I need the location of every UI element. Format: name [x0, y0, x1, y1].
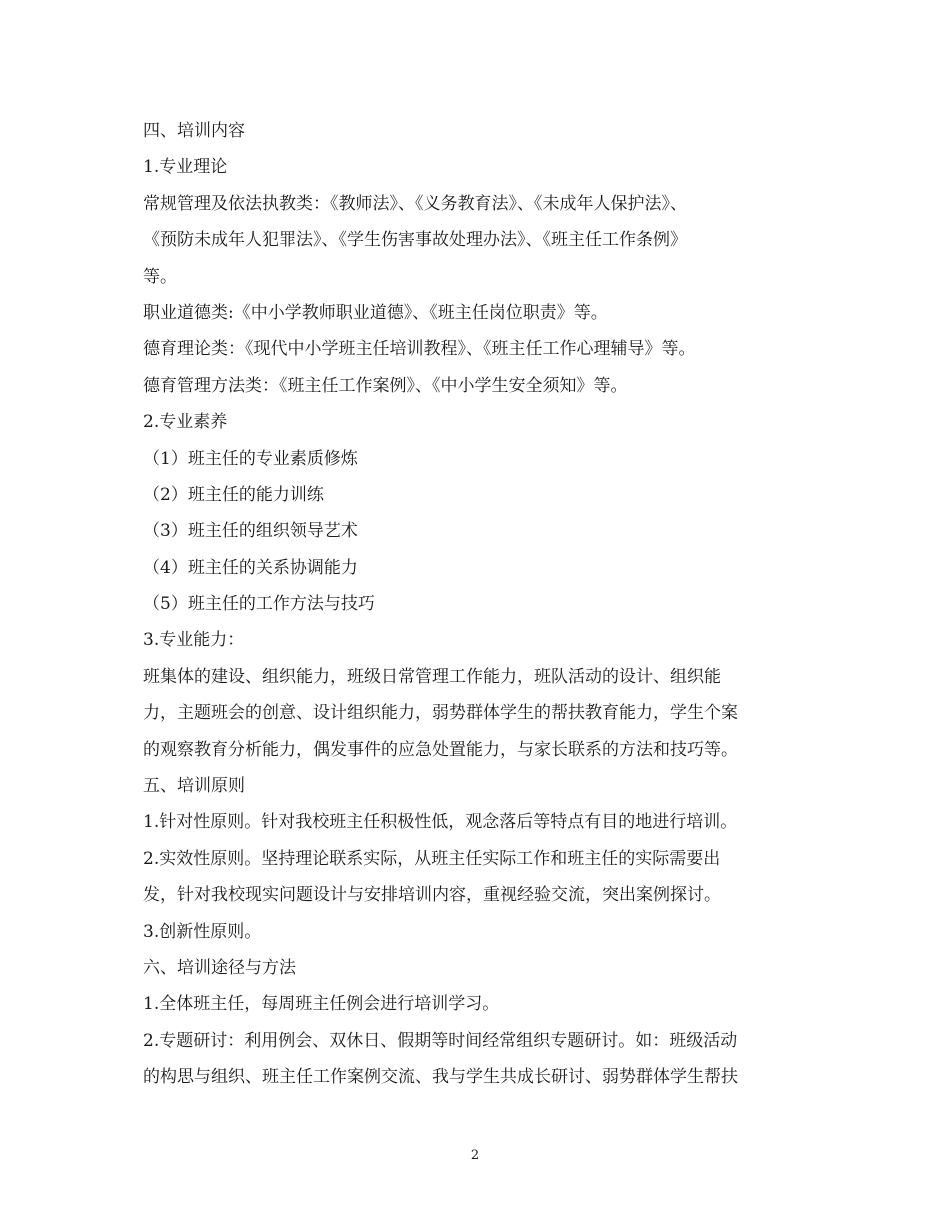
paragraph-line: 德育理论类：《现代中小学班主任培训教程》、《班主任工作心理辅导》等。	[143, 339, 696, 360]
paragraph-line: 职业道德类:《中小学教师职业道德》、《班主任岗位职责》等。	[143, 302, 608, 323]
section-heading-training-principles: 五、培训原则	[143, 776, 245, 797]
paragraph-line: 发，针对我校现实问题设计与安排培训内容，重视经验交流，突出案例探讨。	[143, 885, 721, 906]
paragraph-line: 1.全体班主任，每周班主任例会进行培训学习。	[143, 994, 500, 1015]
paragraph-line: 的构思与组织、班主任工作案例交流、我与学生共成长研讨、弱势群体学生帮扶	[143, 1067, 738, 1088]
section-heading-training-content: 四、培训内容	[143, 121, 245, 141]
list-item: （3）班主任的组织领导艺术	[143, 521, 358, 542]
paragraph-line: 的观察教育分析能力，偶发事件的应急处置能力，与家长联系的方法和技巧等。	[143, 739, 738, 760]
section-heading-training-methods: 六、培训途径与方法	[143, 957, 296, 978]
paragraph-line: 德育管理方法类：《班主任工作案例》、《中小学生安全须知》等。	[143, 375, 628, 396]
list-item: （2）班主任的能力训练	[143, 484, 324, 505]
subheading-professional-ability: 3.专业能力：	[143, 630, 245, 651]
paragraph-line: 2.专题研讨：利用例会、双休日、假期等时间经常组织专题研讨。如：班级活动	[143, 1030, 738, 1051]
list-item: （5）班主任的工作方法与技巧	[143, 594, 375, 615]
list-item: （1）班主任的专业素质修炼	[143, 448, 358, 469]
paragraph-line: 等。	[143, 266, 177, 287]
document-body	[143, 113, 811, 1096]
subheading-professional-theory: 1.专业理论	[143, 157, 228, 178]
page-number: 2	[470, 1148, 480, 1163]
paragraph-line: 《预防未成年人犯罪法》、《学生伤害事故处理办法》、《班主任工作条例》	[143, 230, 687, 251]
paragraph-line: 常规管理及依法执教类：《教师法》、《义务教育法》、《未成年人保护法》、	[143, 193, 687, 214]
paragraph-line: 力，主题班会的创意、设计组织能力，弱势群体学生的帮扶教育能力，学生个案	[143, 703, 738, 724]
subheading-professional-literacy: 2.专业素养	[143, 412, 228, 433]
paragraph-line: 班集体的建设、组织能力，班级日常管理工作能力，班队活动的设计、组织能	[143, 666, 721, 687]
list-item: （4）班主任的关系协调能力	[143, 557, 358, 578]
paragraph-line: 3.创新性原则。	[143, 921, 262, 942]
paragraph-line: 1.针对性原则。针对我校班主任积极性低，观念落后等特点有目的地进行培训。	[143, 812, 738, 833]
paragraph-line: 2.实效性原则。坚持理论联系实际，从班主任实际工作和班主任的实际需要出	[143, 848, 721, 869]
